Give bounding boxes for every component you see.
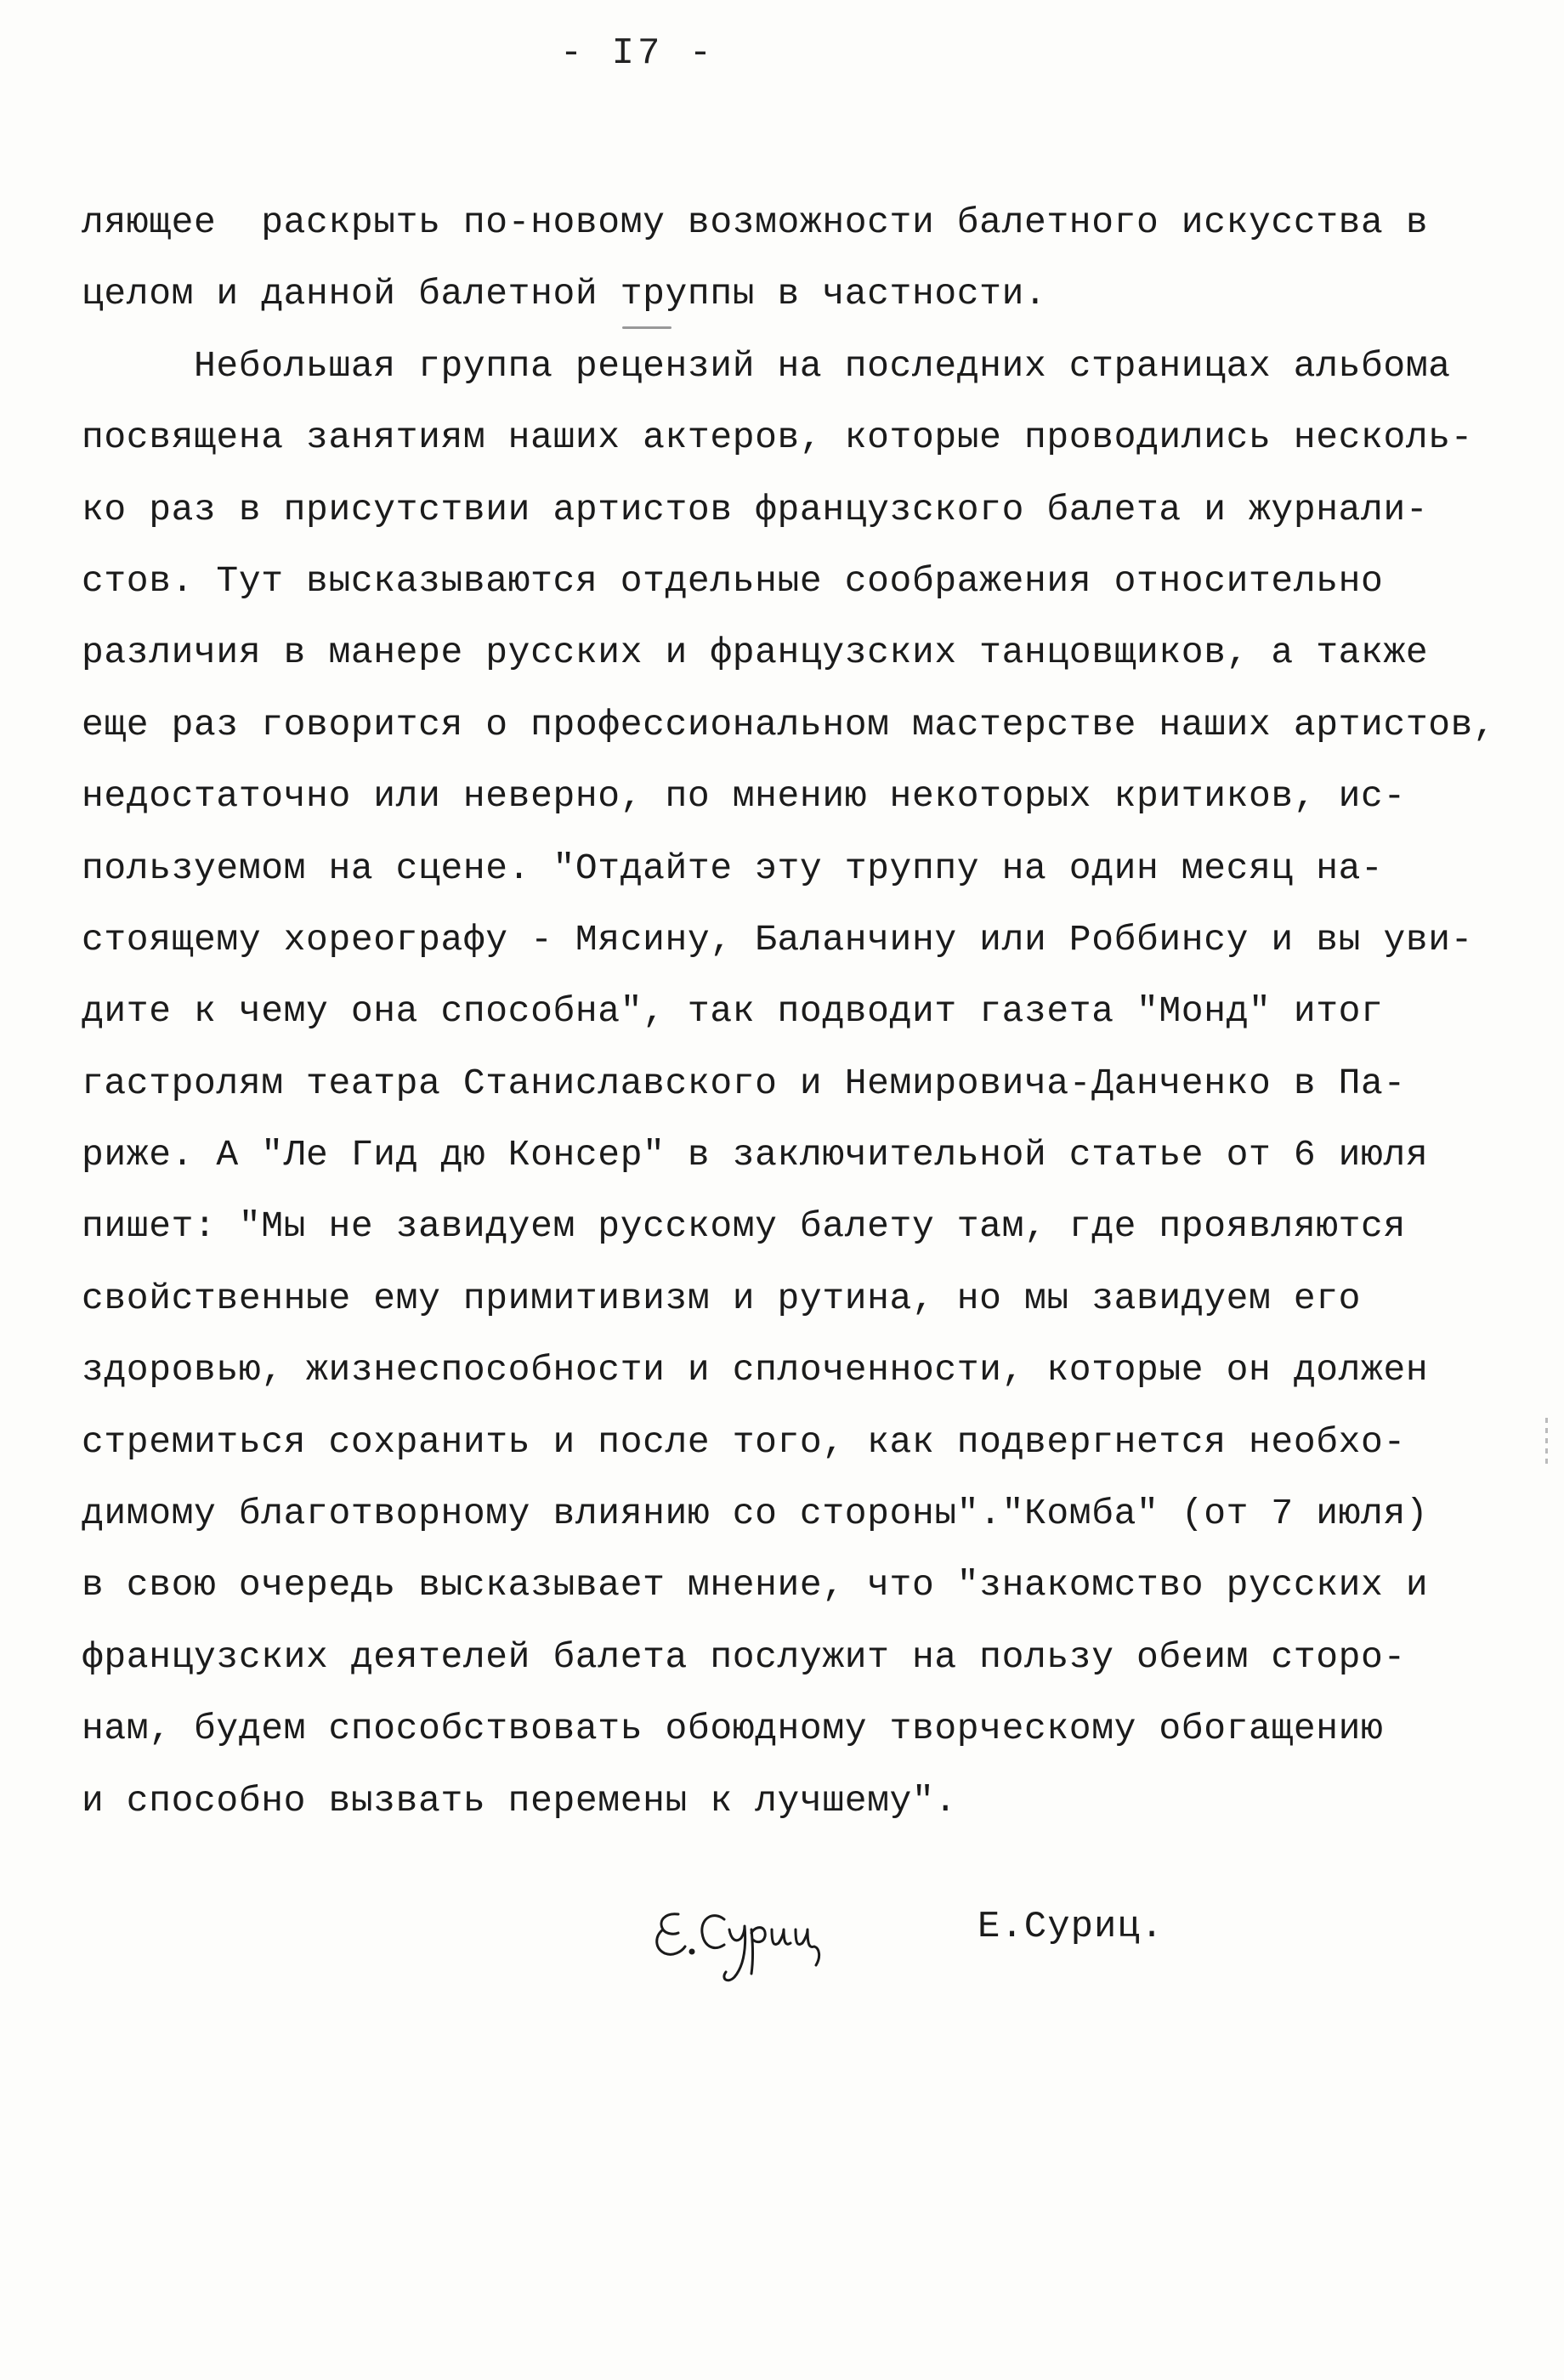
body-text (82, 187, 1496, 1837)
text-line: в свою очередь высказывает мнение, что "знакомство русских и (82, 1564, 1429, 1606)
paragraph-start-line: Небольшая группа рецензий на последних страницах альбома (194, 344, 1451, 387)
text-line: еще раз говорится о профессиональном мастерстве наших артистов, (82, 703, 1496, 745)
text-line: свойственные ему примитивизм и рутина, но мы завидуем его (82, 1277, 1362, 1319)
text-line: нам, будем способствовать обоюдному творческому обогащению (82, 1708, 1384, 1750)
text-line: ляющее раскрыть по-новому возможности балетного искусства в (82, 201, 1429, 243)
text-line: пишет: "Мы не завидуем русскому балету там, где проявляются (82, 1205, 1406, 1248)
text-line: димому благотворному влиянию со стороны"."Комба" (от 7 июля) (82, 1493, 1429, 1535)
text-line: различия в манере русских и французских танцовщиков, а также (82, 632, 1429, 674)
text-line: гастролям театра Станиславского и Немировича-Данченко в Па- (82, 1062, 1406, 1104)
margin-mark (1545, 1418, 1548, 1469)
text-line: пользуемом на сцене. "Отдайте эту труппу на один месяц на- (82, 847, 1384, 889)
text-line: французских деятелей балета послужит на пользу обеим сторо- (82, 1635, 1406, 1678)
text-line: стоящему хореографу - Мясину, Баланчину или Роббинсу и вы уви- (82, 918, 1474, 960)
signature-typed-name: Е.Суриц. (978, 1906, 1164, 1948)
text-line: целом и данной балетной труппы в частности. (82, 273, 1047, 315)
text-line: стов. Тут высказываются отдельные соображения относительно (82, 559, 1384, 602)
text-line: дите к чему она способна", так подводит газета "Монд" итог (82, 990, 1384, 1033)
signature-block (646, 1896, 1241, 2006)
text-line: и способно вызвать перемены к лучшему". (82, 1779, 957, 1822)
page-number: - I7 - (559, 32, 716, 75)
text-line: посвящена занятиям наших актеров, которые проводились несколь- (82, 416, 1474, 459)
text-line: риже. А "Ле Гид дю Консер" в заключительной статье от 6 июля (82, 1134, 1429, 1176)
text-line: стремиться сохранить и после того, как подвергнется необхо- (82, 1420, 1406, 1463)
text-line: ко раз в присутствии артистов французского балета и журнали- (82, 488, 1429, 530)
text-line: здоровью, жизнеспособности и сплоченности, которые он должен (82, 1349, 1429, 1391)
text-line: недостаточно или неверно, по мнению некоторых критиков, ис- (82, 775, 1406, 818)
handwritten-signature (646, 1896, 850, 1998)
